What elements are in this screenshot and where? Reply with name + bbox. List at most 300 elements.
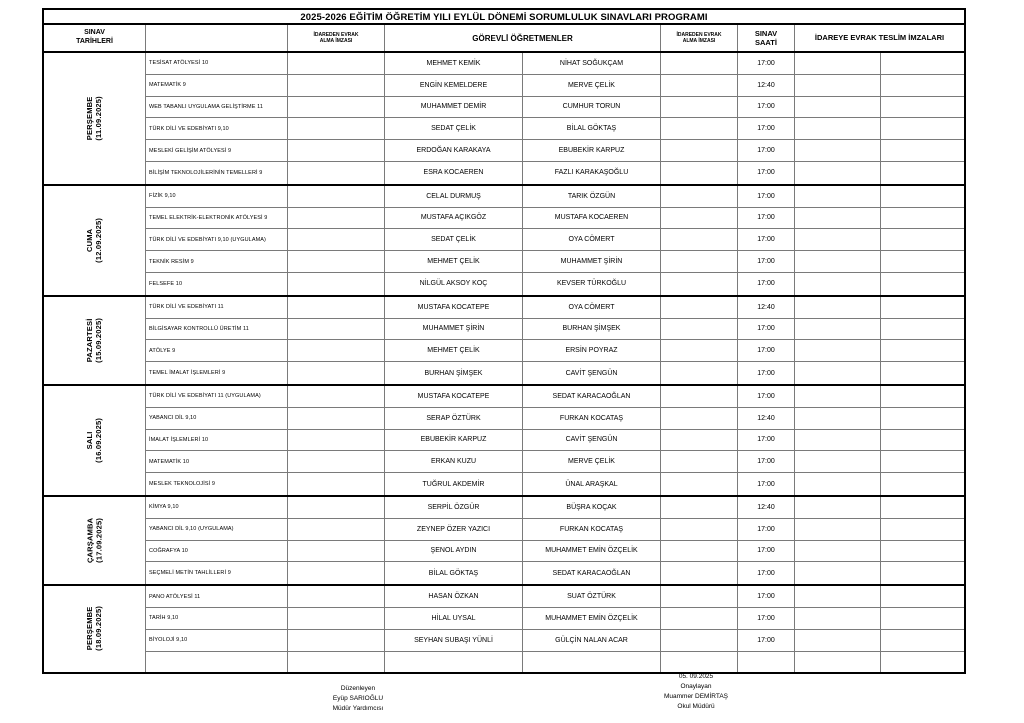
day-group: [44, 386, 964, 497]
teacher2-cell: BİLAL GÖKTAŞ: [523, 118, 661, 140]
teacher1-cell: MEHMET ÇELİK: [385, 251, 523, 273]
teacher2-cell: FURKAN KOCATAŞ: [523, 408, 661, 430]
exam-time-cell: 17:00: [738, 586, 795, 608]
teacher2-cell: NİHAT SOĞUKÇAM: [523, 53, 661, 75]
deliver-signature-cell-1: [795, 652, 881, 672]
deliver-signature-cell-2: [881, 652, 964, 672]
deliver-signature-cell-1: [795, 519, 881, 541]
exam-time-cell: 12:40: [738, 297, 795, 319]
teacher2-cell: FAZLI KARAKAŞOĞLU: [523, 162, 661, 184]
receive-signature-cell-1: [288, 162, 385, 184]
exam-time-cell: 17:00: [738, 630, 795, 652]
deliver-signature-cell-1: [795, 340, 881, 362]
day-label-cell: [44, 186, 146, 295]
deliver-signature-cell-2: [881, 362, 964, 384]
teacher1-cell: CELAL DURMUŞ: [385, 186, 523, 208]
day-label-cell: [44, 497, 146, 584]
deliver-signature-cell-1: [795, 497, 881, 519]
deliver-signature-cell-2: [881, 408, 964, 430]
teacher1-cell: TUĞRUL AKDEMİR: [385, 473, 523, 495]
exam-time-cell: 17:00: [738, 473, 795, 495]
exam-time-cell: 17:00: [738, 251, 795, 273]
receive-signature-cell-1: [288, 586, 385, 608]
teacher1-cell: MUHAMMET DEMİR: [385, 97, 523, 119]
table-row: [146, 118, 964, 140]
teacher2-cell: MERVE ÇELİK: [523, 451, 661, 473]
day-date: (11.09.2025): [94, 96, 104, 141]
day-date: (18.09.2025): [94, 606, 104, 652]
day-group: [44, 297, 964, 386]
teacher2-cell: SEDAT KARACAOĞLAN: [523, 562, 661, 584]
deliver-signature-cell-2: [881, 75, 964, 97]
receive-signature-cell-1: [288, 273, 385, 295]
deliver-signature-cell-1: [795, 319, 881, 341]
teacher1-cell: NİLGÜL AKSOY KOÇ: [385, 273, 523, 295]
course-cell: PANO ATÖLYESİ 11: [146, 586, 288, 608]
table-row: [146, 208, 964, 230]
course-cell: BİLGİSAYAR KONTROLLÜ ÜRETİM 11: [146, 319, 288, 341]
prepared-by-label: Düzenleyen: [340, 685, 376, 692]
course-cell: BİYOLOJİ 9,10: [146, 630, 288, 652]
receive-signature-cell-1: [288, 430, 385, 452]
course-cell: TESİSAT ATÖLYESİ 10: [146, 53, 288, 75]
receive-signature-cell-2: [661, 630, 738, 652]
course-cell: WEB TABANLI UYGULAMA GELİŞTİRME 11: [146, 97, 288, 119]
receive-signature-cell-2: [661, 430, 738, 452]
teacher1-cell: MUSTAFA AÇIKGÖZ: [385, 208, 523, 230]
deliver-signature-cell-2: [881, 340, 964, 362]
teacher2-cell: SEDAT KARACAOĞLAN: [523, 386, 661, 408]
deliver-signature-cell-2: [881, 519, 964, 541]
receive-signature-cell-2: [661, 652, 738, 672]
day-date: (12.09.2025): [94, 217, 104, 263]
course-cell: MATEMATİK 9: [146, 75, 288, 97]
receive-signature-cell-2: [661, 297, 738, 319]
course-cell: [146, 652, 288, 672]
day-label: [85, 318, 104, 363]
course-cell: BİLİŞİM TEKNOLOJİLERİNİN TEMELLERİ 9: [146, 162, 288, 184]
course-cell: ATÖLYE 9: [146, 340, 288, 362]
header-receive-signature-2: İDAREDEN EVRAK ALMA İMZASI: [661, 25, 738, 51]
teacher1-cell: HİLAL UYSAL: [385, 608, 523, 630]
receive-signature-cell-2: [661, 473, 738, 495]
receive-signature-cell-2: [661, 53, 738, 75]
table-row: [146, 229, 964, 251]
header-assigned-teachers: GÖREVLİ ÖĞRETMENLER: [385, 25, 661, 51]
course-cell: TEKNİK RESİM 9: [146, 251, 288, 273]
deliver-signature-cell-1: [795, 186, 881, 208]
receive-signature-cell-1: [288, 340, 385, 362]
deliver-signature-cell-2: [881, 229, 964, 251]
course-cell: TÜRK DİLİ VE EDEBİYATI 9,10: [146, 118, 288, 140]
receive-signature-cell-1: [288, 497, 385, 519]
course-cell: TÜRK DİLİ VE EDEBİYATI 9,10 (UYGULAMA): [146, 229, 288, 251]
receive-signature-cell-1: [288, 97, 385, 119]
table-row: [146, 340, 964, 362]
exam-time-cell: 17:00: [738, 53, 795, 75]
table-row: [146, 97, 964, 119]
header-deliver-signature: İDAREYE EVRAK TESLİM İMZALARI: [814, 33, 945, 43]
table-row: [146, 273, 964, 295]
receive-signature-cell-1: [288, 408, 385, 430]
course-cell: YABANCI DİL 9,10: [146, 408, 288, 430]
receive-signature-cell-2: [661, 140, 738, 162]
receive-signature-cell-2: [661, 562, 738, 584]
prepared-by-role: Müdür Yardımcısı: [332, 705, 384, 712]
course-cell: MATEMATİK 10: [146, 451, 288, 473]
deliver-signature-cell-1: [795, 586, 881, 608]
teacher2-cell: TARIK ÖZGÜN: [523, 186, 661, 208]
table-header-row: [44, 25, 964, 53]
receive-signature-cell-1: [288, 519, 385, 541]
exam-time-cell: 12:40: [738, 408, 795, 430]
exam-time-cell: 17:00: [738, 97, 795, 119]
deliver-signature-cell-2: [881, 97, 964, 119]
deliver-signature-cell-2: [881, 53, 964, 75]
day-label: [85, 518, 104, 563]
receive-signature-cell-1: [288, 562, 385, 584]
deliver-signature-cell-1: [795, 562, 881, 584]
receive-signature-cell-1: [288, 386, 385, 408]
deliver-signature-cell-1: [795, 229, 881, 251]
exam-time-cell: 17:00: [738, 118, 795, 140]
teacher2-cell: GÜLÇİN NALAN ACAR: [523, 630, 661, 652]
receive-signature-cell-2: [661, 608, 738, 630]
approved-by-name: Muammer DEMİRTAŞ: [663, 693, 729, 700]
day-group-rows: [146, 53, 964, 184]
exam-time-cell: 17:00: [738, 362, 795, 384]
teacher2-cell: SUAT ÖZTÜRK: [523, 586, 661, 608]
receive-signature-cell-1: [288, 297, 385, 319]
course-cell: MESLEK TEKNOLOJİSİ 9: [146, 473, 288, 495]
teacher2-cell: ERSİN POYRAZ: [523, 340, 661, 362]
teacher1-cell: MUHAMMET ŞİRİN: [385, 319, 523, 341]
receive-signature-cell-1: [288, 208, 385, 230]
teacher1-cell: MUSTAFA KOCATEPE: [385, 386, 523, 408]
exam-time-cell: 17:00: [738, 562, 795, 584]
deliver-signature-cell-2: [881, 608, 964, 630]
table-row: [146, 473, 964, 495]
table-row: [146, 451, 964, 473]
teacher1-cell: HASAN ÖZKAN: [385, 586, 523, 608]
approved-by-block: [626, 672, 766, 712]
exam-time-cell: 17:00: [738, 608, 795, 630]
teacher2-cell: MUHAMMET EMİN ÖZÇELİK: [523, 541, 661, 563]
day-group: [44, 186, 964, 297]
teacher1-cell: SEDAT ÇELİK: [385, 229, 523, 251]
teacher1-cell: ŞENOL AYDIN: [385, 541, 523, 563]
exam-time-cell: 17:00: [738, 208, 795, 230]
course-cell: TÜRK DİLİ VE EDEBİYATI 11: [146, 297, 288, 319]
table-row: [146, 186, 964, 208]
schedule-table: [42, 8, 966, 674]
exam-time-cell: 17:00: [738, 386, 795, 408]
teacher2-cell: ÜNAL ARAŞKAL: [523, 473, 661, 495]
deliver-signature-cell-2: [881, 140, 964, 162]
deliver-signature-cell-1: [795, 273, 881, 295]
teacher1-cell: MUSTAFA KOCATEPE: [385, 297, 523, 319]
deliver-signature-cell-2: [881, 497, 964, 519]
receive-signature-cell-2: [661, 519, 738, 541]
receive-signature-cell-1: [288, 608, 385, 630]
teacher1-cell: ESRA KOCAEREN: [385, 162, 523, 184]
deliver-signature-cell-1: [795, 75, 881, 97]
teacher2-cell: CUMHUR TORUN: [523, 97, 661, 119]
day-group: [44, 53, 964, 186]
table-row: [146, 319, 964, 341]
deliver-signature-cell-2: [881, 562, 964, 584]
day-group-rows: [146, 186, 964, 295]
deliver-signature-cell-1: [795, 297, 881, 319]
day-group: [44, 497, 964, 586]
teacher2-cell: [523, 652, 661, 672]
teacher1-cell: ENGİN KEMELDERE: [385, 75, 523, 97]
table-row: [146, 53, 964, 75]
receive-signature-cell-2: [661, 340, 738, 362]
receive-signature-cell-2: [661, 75, 738, 97]
table-row: [146, 586, 964, 608]
deliver-signature-cell-1: [795, 162, 881, 184]
receive-signature-cell-2: [661, 362, 738, 384]
receive-signature-cell-2: [661, 319, 738, 341]
deliver-signature-cell-2: [881, 251, 964, 273]
day-label-cell: [44, 586, 146, 671]
receive-signature-cell-2: [661, 162, 738, 184]
teacher1-cell: BURHAN ŞİMŞEK: [385, 362, 523, 384]
receive-signature-cell-1: [288, 451, 385, 473]
deliver-signature-cell-2: [881, 208, 964, 230]
teacher1-cell: ERKAN KUZU: [385, 451, 523, 473]
deliver-signature-cell-2: [881, 273, 964, 295]
deliver-signature-cell-2: [881, 473, 964, 495]
day-name: CUMA: [85, 228, 95, 252]
day-date: (17.09.2025): [94, 518, 104, 564]
course-cell: FELSEFE 10: [146, 273, 288, 295]
exam-time-cell: 17:00: [738, 519, 795, 541]
teacher1-cell: SERAP ÖZTÜRK: [385, 408, 523, 430]
deliver-signature-cell-1: [795, 118, 881, 140]
receive-signature-cell-2: [661, 386, 738, 408]
receive-signature-cell-2: [661, 586, 738, 608]
table-row: [146, 430, 964, 452]
receive-signature-cell-2: [661, 408, 738, 430]
deliver-signature-cell-1: [795, 430, 881, 452]
exam-time-cell: 17:00: [738, 162, 795, 184]
teacher2-cell: KEVSER TÜRKOĞLU: [523, 273, 661, 295]
course-cell: TÜRK DİLİ VE EDEBİYATI 11 (UYGULAMA): [146, 386, 288, 408]
receive-signature-cell-1: [288, 652, 385, 672]
approved-by-label: Onaylayan: [680, 683, 712, 690]
receive-signature-cell-2: [661, 118, 738, 140]
receive-signature-cell-2: [661, 186, 738, 208]
table-row: [146, 297, 964, 319]
course-cell: TEMEL ELEKTRİK-ELEKTRONİK ATÖLYESİ 9: [146, 208, 288, 230]
header-receive-signature-1: İDAREDEN EVRAK ALMA İMZASI: [288, 25, 385, 51]
receive-signature-cell-1: [288, 251, 385, 273]
exam-time-cell: [738, 652, 795, 672]
course-cell: TEMEL İMALAT İŞLEMLERİ 9: [146, 362, 288, 384]
deliver-signature-cell-2: [881, 586, 964, 608]
exam-time-cell: 17:00: [738, 273, 795, 295]
table-row: [146, 75, 964, 97]
day-label-cell: [44, 386, 146, 495]
teacher1-cell: ERDOĞAN KARAKAYA: [385, 140, 523, 162]
receive-signature-cell-1: [288, 140, 385, 162]
day-group-rows: [146, 497, 964, 584]
document-title: 2025-2026 EĞİTİM ÖĞRETİM YILI EYLÜL DÖNEMİ SORUMLULUK SINAVLARI PROGRAMI: [44, 10, 964, 25]
teacher2-cell: OYA CÖMERT: [523, 229, 661, 251]
table-row: [146, 497, 964, 519]
teacher2-cell: OYA CÖMERT: [523, 297, 661, 319]
teacher1-cell: BİLAL GÖKTAŞ: [385, 562, 523, 584]
teacher1-cell: MEHMET KEMİK: [385, 53, 523, 75]
course-cell: COĞRAFYA 10: [146, 541, 288, 563]
deliver-signature-cell-1: [795, 451, 881, 473]
course-cell: YABANCI DİL 9,10 (UYGULAMA): [146, 519, 288, 541]
day-date: (16.09.2025): [94, 417, 104, 463]
blank-row: [146, 652, 964, 672]
header-course: [146, 25, 288, 51]
deliver-signature-cell-1: [795, 473, 881, 495]
deliver-signature-cell-1: [795, 208, 881, 230]
exam-time-cell: 17:00: [738, 541, 795, 563]
deliver-signature-cell-1: [795, 97, 881, 119]
course-cell: FİZİK 9,10: [146, 186, 288, 208]
day-name: PAZARTESİ: [85, 318, 95, 363]
receive-signature-cell-1: [288, 75, 385, 97]
teacher2-cell: MERVE ÇELİK: [523, 75, 661, 97]
day-group-rows: [146, 297, 964, 384]
table-row: [146, 630, 964, 652]
approval-date: 05. 09.2025: [678, 673, 714, 680]
exam-time-cell: 17:00: [738, 319, 795, 341]
deliver-signature-cell-1: [795, 541, 881, 563]
teacher2-cell: FURKAN KOCATAŞ: [523, 519, 661, 541]
receive-signature-cell-2: [661, 251, 738, 273]
teacher1-cell: SEDAT ÇELİK: [385, 118, 523, 140]
day-label: [85, 218, 104, 263]
day-group-rows: [146, 586, 964, 671]
deliver-signature-cell-1: [795, 251, 881, 273]
table-row: [146, 519, 964, 541]
table-row: [146, 408, 964, 430]
receive-signature-cell-2: [661, 497, 738, 519]
table-row: [146, 562, 964, 584]
teacher2-cell: CAVİT ŞENGÜN: [523, 362, 661, 384]
deliver-signature-cell-2: [881, 541, 964, 563]
day-label: [85, 96, 104, 141]
day-label: [85, 418, 104, 463]
teacher1-cell: ZEYNEP ÖZER YAZICI: [385, 519, 523, 541]
day-name: PERŞEMBE: [85, 96, 95, 141]
receive-signature-cell-1: [288, 229, 385, 251]
deliver-signature-cell-2: [881, 118, 964, 140]
course-cell: MESLEKİ GELİŞİM ATÖLYESİ 9: [146, 140, 288, 162]
teacher2-cell: CAVİT ŞENGÜN: [523, 430, 661, 452]
teacher2-cell: MUHAMMET EMİN ÖZÇELİK: [523, 608, 661, 630]
receive-signature-cell-1: [288, 362, 385, 384]
table-row: [146, 386, 964, 408]
deliver-signature-cell-2: [881, 319, 964, 341]
receive-signature-cell-1: [288, 630, 385, 652]
table-row: [146, 608, 964, 630]
receive-signature-cell-1: [288, 319, 385, 341]
deliver-signature-cell-1: [795, 408, 881, 430]
exam-time-cell: 12:40: [738, 75, 795, 97]
day-name: PERŞEMBE: [85, 606, 95, 651]
exam-time-cell: 17:00: [738, 186, 795, 208]
exam-time-cell: 17:00: [738, 140, 795, 162]
course-cell: İMALAT İŞLEMLERİ 10: [146, 430, 288, 452]
receive-signature-cell-2: [661, 273, 738, 295]
course-cell: TARİH 9,10: [146, 608, 288, 630]
day-date: (15.09.2025): [94, 317, 104, 363]
receive-signature-cell-2: [661, 229, 738, 251]
deliver-signature-cell-2: [881, 297, 964, 319]
teacher1-cell: MEHMET ÇELİK: [385, 340, 523, 362]
deliver-signature-cell-1: [795, 608, 881, 630]
receive-signature-cell-1: [288, 186, 385, 208]
exam-time-cell: 17:00: [738, 340, 795, 362]
day-label-cell: [44, 297, 146, 384]
day-label: [85, 606, 104, 651]
receive-signature-cell-1: [288, 473, 385, 495]
teacher2-cell: MUSTAFA KOCAEREN: [523, 208, 661, 230]
receive-signature-cell-2: [661, 208, 738, 230]
teacher2-cell: BURHAN ŞİMŞEK: [523, 319, 661, 341]
teacher2-cell: MUHAMMET ŞİRİN: [523, 251, 661, 273]
day-group-rows: [146, 386, 964, 495]
receive-signature-cell-1: [288, 118, 385, 140]
deliver-signature-cell-1: [795, 53, 881, 75]
schedule-groups: [44, 53, 964, 672]
exam-time-cell: 17:00: [738, 229, 795, 251]
course-cell: SEÇMELİ METİN TAHLİLLERİ 9: [146, 562, 288, 584]
teacher1-cell: SERPİL ÖZGÜR: [385, 497, 523, 519]
teacher2-cell: EBUBEKİR KARPUZ: [523, 140, 661, 162]
receive-signature-cell-1: [288, 541, 385, 563]
prepared-by-block: [293, 684, 423, 714]
deliver-signature-cell-2: [881, 630, 964, 652]
deliver-signature-cell-2: [881, 430, 964, 452]
exam-time-cell: 17:00: [738, 430, 795, 452]
header-exam-time: SINAV SAATİ: [738, 25, 795, 51]
deliver-signature-cell-2: [881, 451, 964, 473]
day-name: ÇARŞAMBA: [85, 517, 95, 564]
table-row: [146, 140, 964, 162]
teacher1-cell: SEYHAN SUBAŞI YÜNLİ: [385, 630, 523, 652]
header-exam-dates: SINAV TARİHLERİ: [44, 25, 146, 51]
deliver-signature-cell-2: [881, 186, 964, 208]
deliver-signature-cell-1: [795, 386, 881, 408]
table-row: [146, 251, 964, 273]
approved-by-role: Okul Müdürü: [677, 703, 715, 710]
day-group: [44, 586, 964, 671]
deliver-signature-cell-1: [795, 362, 881, 384]
receive-signature-cell-2: [661, 451, 738, 473]
day-label-cell: [44, 53, 146, 184]
day-name: SALI: [85, 431, 95, 450]
table-row: [146, 162, 964, 184]
teacher1-cell: EBUBEKİR KARPUZ: [385, 430, 523, 452]
table-row: [146, 362, 964, 384]
exam-time-cell: 12:40: [738, 497, 795, 519]
deliver-signature-cell-2: [881, 162, 964, 184]
deliver-signature-cell-1: [795, 630, 881, 652]
teacher2-cell: BÜŞRA KOÇAK: [523, 497, 661, 519]
prepared-by-name: Eyüp SARIOĞLU: [332, 695, 384, 702]
deliver-signature-cell-1: [795, 140, 881, 162]
